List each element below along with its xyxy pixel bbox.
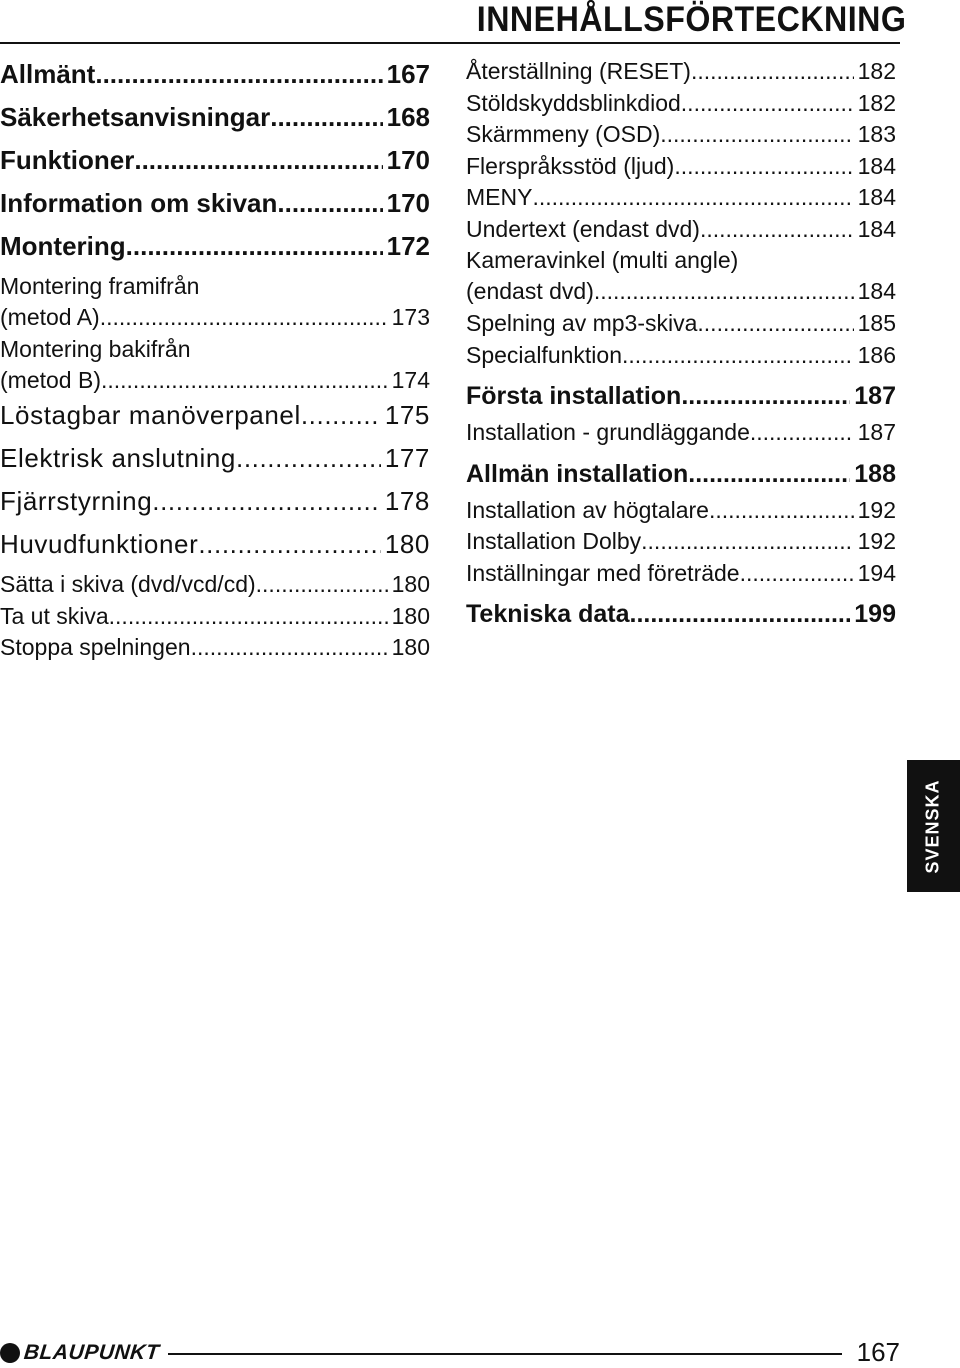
toc-entry-label: (endast dvd): [466, 278, 594, 304]
page-number: 167: [856, 1337, 900, 1367]
toc-entry-label: Montering: [0, 231, 126, 261]
toc-entry: [466, 88, 896, 120]
toc-entry-label-line: Montering bakifrån: [0, 336, 191, 362]
toc-entry: [466, 119, 896, 151]
toc-leader-dots: [256, 569, 388, 600]
toc-entry: [466, 558, 896, 590]
toc-entry-page: 180: [391, 571, 430, 597]
toc-entry-page: 194: [857, 559, 896, 586]
toc-entry-page: 170: [386, 188, 430, 218]
toc-leader-dots: [198, 526, 380, 562]
toc-entry-page: 187: [857, 419, 896, 445]
toc-leader-dots: [134, 142, 382, 178]
toc-entry: [0, 632, 430, 664]
header-divider: [0, 42, 900, 44]
logo-dot-icon: [0, 1343, 20, 1363]
toc-entry-label: Återställning (RESET): [466, 58, 691, 84]
toc-entry: [0, 601, 430, 633]
footer-divider: [168, 1353, 842, 1355]
toc-leader-dots: [109, 601, 388, 632]
toc-entry-label: Undertext (endast dvd): [466, 215, 700, 242]
toc-entry-page: 184: [857, 152, 896, 179]
toc-leader-dots: [301, 397, 381, 433]
toc-leader-dots: [236, 440, 381, 476]
toc-entry: [0, 271, 430, 334]
toc-leader-dots: [152, 483, 381, 519]
toc-entry: [466, 495, 896, 527]
toc-leader-dots: [101, 365, 388, 396]
toc-entry-label: Stöldskyddsblinkdiod: [466, 89, 681, 116]
toc-entry-page: 185: [857, 310, 896, 336]
toc-entry-label: Första installation: [466, 382, 682, 410]
toc-entry: [0, 142, 430, 185]
language-tab: [907, 760, 960, 892]
toc-leader-dots: [660, 119, 853, 150]
toc-leader-dots: [191, 632, 388, 663]
toc-entry: [466, 453, 896, 495]
toc-entry: [466, 340, 896, 372]
toc-entry: [466, 182, 896, 214]
toc-entry: [466, 526, 896, 558]
toc-entry-page: 184: [857, 215, 896, 242]
toc-entry: [0, 526, 430, 569]
toc-entry-label: Installation Dolby: [466, 528, 642, 554]
toc-entry-label: Fjärrstyrning: [0, 486, 153, 516]
toc-entry-label: Allmänt: [0, 59, 96, 89]
toc-entry-page: 182: [857, 58, 896, 84]
language-tab-label: SVENSKA: [923, 778, 943, 874]
brand-logo: [0, 1340, 159, 1366]
toc-entry: [466, 151, 896, 183]
toc-entry: [0, 334, 430, 397]
toc-leader-dots: [681, 88, 854, 119]
toc-entry-page: 177: [384, 443, 430, 473]
toc-entry-label: Sätta i skiva (dvd/vcd/cd): [0, 571, 256, 597]
toc-leader-dots: [700, 214, 854, 245]
toc-entry-page: 186: [857, 341, 896, 368]
toc-entry: [0, 99, 430, 142]
toc-entry-page: 183: [857, 121, 896, 147]
toc-leader-dots: [681, 375, 850, 417]
toc-entry-label: Flerspråksstöd (ljud): [466, 152, 675, 179]
toc-entry-page: 175: [384, 400, 430, 430]
toc-entry-label: Tekniska data: [466, 600, 630, 628]
toc-entry-label: Elektrisk anslutning: [0, 443, 236, 473]
toc-entry-page: 180: [391, 602, 430, 629]
toc-entry-label: Huvudfunktioner: [0, 529, 199, 559]
toc-entry-label-line: Kameravinkel (multi angle): [466, 247, 739, 273]
toc-entry-label: Skärmmeny (OSD): [466, 121, 661, 147]
toc-entry: [0, 440, 430, 483]
toc-entry-page: 173: [391, 304, 430, 330]
toc-left-column: [0, 56, 430, 664]
toc-entry-label: Funktioner: [0, 145, 135, 175]
toc-entry: [0, 483, 430, 526]
toc-entry: [0, 56, 430, 99]
toc-right-column: [466, 56, 896, 635]
toc-entry-label: Säkerhetsanvisningar: [0, 102, 271, 132]
toc-entry-label: Information om skivan: [0, 188, 278, 218]
toc-leader-dots: [532, 182, 853, 213]
toc-leader-dots: [641, 526, 853, 557]
toc-entry-label: Inställningar med företräde: [466, 559, 740, 586]
toc-entry-label: (metod B): [0, 367, 101, 393]
toc-entry-label: MENY: [466, 184, 533, 210]
toc-entry-page: 188: [854, 459, 896, 488]
toc-entry-label: Installation av högtalare: [466, 496, 709, 523]
toc-entry-page: 180: [391, 634, 430, 660]
toc-entry-label: Allmän installation: [466, 459, 689, 488]
toc-entry-label: Löstagbar manöverpanel: [0, 400, 301, 430]
brand-name: BLAUPUNKT: [22, 1341, 161, 1364]
toc-entry: [466, 417, 896, 449]
toc-entry-page: 184: [857, 184, 896, 210]
toc-leader-dots: [594, 276, 854, 307]
toc-leader-dots: [750, 417, 854, 448]
toc-entry: [0, 185, 430, 228]
page-title: INNEHÅLLSFÖRTECKNING: [476, 0, 907, 39]
toc-leader-dots: [674, 151, 853, 182]
toc-entry: [466, 308, 896, 340]
toc-leader-dots: [740, 558, 854, 589]
toc-entry-page: 184: [857, 278, 896, 304]
toc-entry-label: Spelning av mp3-skiva: [466, 310, 698, 336]
toc-entry-label: Specialfunktion: [466, 341, 622, 368]
toc-leader-dots: [270, 99, 382, 135]
toc-entry-page: 178: [384, 486, 430, 516]
toc-leader-dots: [95, 56, 382, 92]
toc-entry: [466, 56, 896, 88]
toc-entry-label: (metod A): [0, 304, 100, 330]
toc-entry-page: 199: [854, 600, 896, 628]
toc-leader-dots: [126, 228, 383, 264]
toc-leader-dots: [688, 453, 850, 495]
toc-entry: [466, 593, 896, 635]
toc-entry-page: 180: [384, 529, 430, 559]
toc-leader-dots: [100, 302, 388, 333]
toc-entry-label: Stoppa spelningen: [0, 634, 191, 660]
toc-entry: [466, 245, 896, 308]
toc-entry-page: 170: [386, 145, 430, 175]
toc-entry-label: Ta ut skiva: [0, 602, 109, 629]
toc-leader-dots: [691, 56, 854, 87]
toc-entry-page: 187: [854, 382, 896, 410]
toc-leader-dots: [630, 593, 851, 635]
toc-entry-page: 192: [857, 528, 896, 554]
toc-entry: [0, 397, 430, 440]
toc-entry-page: 167: [386, 59, 430, 89]
toc-leader-dots: [277, 185, 382, 221]
toc-leader-dots: [697, 308, 853, 339]
toc-entry: [466, 214, 896, 246]
toc-leader-dots: [709, 495, 854, 526]
toc-entry-page: 174: [391, 367, 430, 393]
toc-leader-dots: [622, 340, 854, 371]
toc-entry-page: 192: [857, 496, 896, 523]
toc-entry-label: Installation - grundläggande: [466, 419, 750, 445]
toc-entry: [0, 569, 430, 601]
toc-entry-label-line: Montering framifrån: [0, 273, 200, 299]
toc-entry-page: 172: [386, 231, 430, 261]
toc-entry-page: 168: [386, 102, 430, 132]
toc-entry: [466, 375, 896, 417]
toc-entry: [0, 228, 430, 271]
toc-entry-page: 182: [857, 89, 896, 116]
